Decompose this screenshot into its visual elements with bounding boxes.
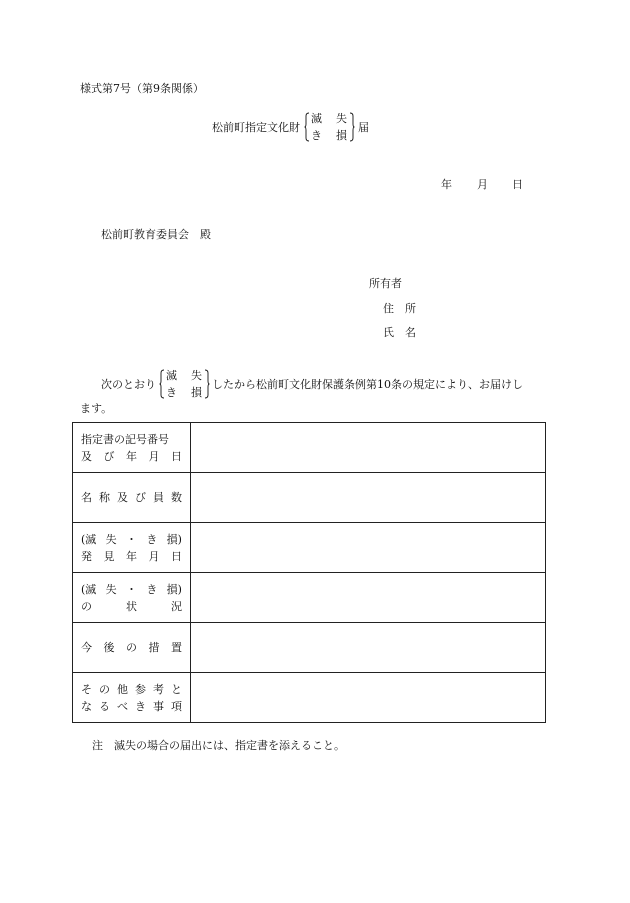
table-row: [73, 623, 546, 673]
row-label-text: 数: [171, 491, 182, 504]
row-label-line: [73, 431, 190, 448]
row-label-text: 月: [148, 449, 160, 463]
body-text: したから松前町文化財保護条例第10条の規定により、お届けし: [212, 378, 523, 391]
owner-address-char: 住: [383, 302, 394, 315]
row-label-text: 員: [153, 491, 164, 504]
row-label-text: の: [81, 599, 92, 613]
row-label-line: [73, 639, 190, 656]
row-label-text: 損): [166, 582, 182, 596]
form-number: 様式第7号（第9条関係）: [80, 82, 204, 95]
row-label-text: 発: [81, 549, 92, 563]
owner-name-char: 名: [405, 326, 416, 339]
row-label-line: [73, 581, 190, 598]
title-brace-char: き: [311, 129, 322, 142]
row-label-text: 他: [117, 682, 128, 696]
row-label-text: 日: [171, 449, 182, 463]
table-row: [73, 473, 546, 523]
row-label-text: の: [99, 682, 110, 696]
title-brace-char: 損: [336, 129, 347, 142]
row-label-line: [73, 681, 190, 698]
row-label-text: 名: [81, 491, 92, 504]
row-label-text: 今: [81, 641, 92, 654]
footnote: 注 滅失の場合の届出には、指定書を添えること。: [92, 739, 345, 752]
row-label-text: 事: [153, 699, 164, 713]
title-brace-char: 滅: [311, 112, 322, 125]
row-label-text: び: [135, 491, 146, 504]
row-label-text: の: [126, 641, 137, 654]
row-label-text: 況: [171, 599, 182, 613]
body-brace-options: [164, 369, 204, 399]
row-label-text: 見: [103, 549, 115, 563]
row-label: [73, 673, 191, 723]
body-brace-char: 失: [191, 369, 202, 382]
row-label: [73, 623, 191, 673]
row-label-text: 日: [171, 549, 182, 563]
date-month: 月: [477, 178, 488, 191]
row-value-field[interactable]: [191, 623, 546, 673]
row-label-text: 考: [153, 682, 164, 696]
row-value-field[interactable]: [191, 523, 546, 573]
row-label-text: き: [146, 582, 158, 596]
row-label-text: ・: [125, 582, 137, 596]
right-brace-icon: [204, 369, 209, 399]
row-value-field[interactable]: [191, 423, 546, 473]
table-row: [73, 673, 546, 723]
row-label-text: 損): [166, 532, 182, 546]
body-sentence: [101, 369, 523, 399]
body-continuation: ます。: [80, 402, 113, 415]
right-brace-icon: [349, 112, 354, 142]
row-label-text: 状: [126, 599, 137, 613]
row-label-text: 指定書の記号番号: [81, 432, 169, 446]
row-label: [73, 573, 191, 623]
row-label-text: べ: [117, 699, 128, 713]
row-label-line: [73, 698, 190, 715]
row-label-text: び: [103, 449, 115, 463]
row-label-text: 後: [103, 641, 115, 654]
row-label-text: 項: [171, 699, 182, 713]
row-label-line: [73, 448, 190, 465]
body-brace-char: 滅: [166, 369, 177, 382]
row-label-text: 年: [126, 549, 137, 563]
row-label-text: (滅: [81, 582, 97, 596]
row-label-line: [73, 531, 190, 548]
row-label-text: と: [171, 682, 182, 696]
row-label-text: る: [99, 699, 110, 713]
date-day: 日: [512, 178, 523, 191]
table-row: [73, 523, 546, 573]
owner-heading: 所有者: [369, 277, 402, 290]
date-year: 年: [441, 178, 452, 191]
row-label-text: 参: [135, 682, 146, 696]
row-label-text: ・: [125, 532, 137, 546]
table-row: [73, 573, 546, 623]
row-label-text: 月: [148, 549, 160, 563]
body-prefix: 次のとおり: [101, 378, 156, 391]
row-label: [73, 473, 191, 523]
row-label-text: な: [81, 699, 92, 713]
row-label-text: そ: [81, 682, 92, 696]
row-label-line: [73, 548, 190, 565]
addressee: 松前町教育委員会 殿: [101, 228, 211, 241]
row-label-line: [73, 598, 190, 615]
row-label-text: 置: [171, 641, 182, 654]
title-brace-options: [309, 112, 349, 142]
row-label-text: 及: [117, 491, 128, 504]
owner-name-char: 氏: [383, 326, 394, 339]
row-label: [73, 423, 191, 473]
owner-address-char: 所: [405, 302, 416, 315]
row-value-field[interactable]: [191, 573, 546, 623]
title-prefix: 松前町指定文化財: [212, 121, 300, 134]
row-label-line: [73, 489, 190, 506]
title-brace-char: 失: [336, 112, 347, 125]
row-label: [73, 523, 191, 573]
body-brace-char: き: [166, 386, 177, 399]
title-suffix: 届: [358, 121, 369, 134]
row-label-text: 称: [99, 491, 110, 504]
row-label-text: 失: [105, 532, 117, 546]
body-brace-group: [159, 369, 209, 399]
form-table: [72, 422, 546, 723]
row-label-text: 失: [105, 582, 117, 596]
row-label-text: (滅: [81, 532, 97, 546]
row-label-text: き: [135, 699, 146, 713]
table-row: [73, 423, 546, 473]
row-value-field[interactable]: [191, 473, 546, 523]
title-brace-group: [304, 112, 354, 142]
row-value-field[interactable]: [191, 673, 546, 723]
row-label-text: 及: [81, 449, 92, 463]
row-label-text: 年: [126, 449, 137, 463]
body-brace-char: 損: [191, 386, 202, 399]
row-label-text: き: [146, 532, 158, 546]
document-title: [212, 112, 369, 142]
row-label-text: 措: [148, 641, 160, 654]
